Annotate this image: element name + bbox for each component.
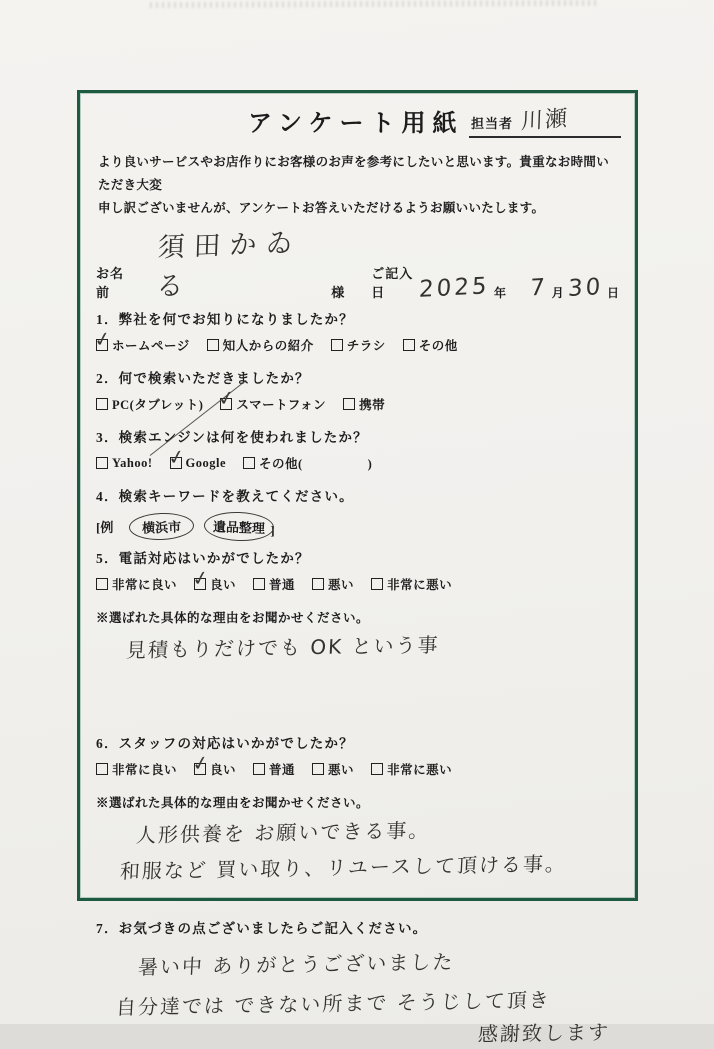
checkbox-checked [165, 444, 187, 471]
question-5-handwritten-answer: 見積もりだけでも OK という事 [125, 633, 441, 663]
example-open-bracket: [例 [96, 519, 114, 535]
checkbox-unchecked [96, 457, 108, 469]
option-label: スマートフォン [236, 398, 327, 413]
option-label: PC(タブレット) [112, 398, 204, 413]
option-very-good [96, 575, 177, 593]
intro-text [98, 151, 619, 220]
check-mark-icon: ✓ [190, 565, 212, 592]
question-6-label: 6．スタッフの対応はいかがでしたか？ [96, 736, 354, 752]
question-6-options [96, 750, 621, 778]
question-6-handwritten-answer-1: 人形供養を お願いできる事。 [135, 818, 431, 848]
question-4-label: 4．検索キーワードを教えてください。 [96, 489, 354, 505]
scan-bleed-artifact [150, 0, 600, 8]
option-other [403, 336, 458, 354]
checkbox-unchecked [343, 398, 355, 410]
checkbox-unchecked [371, 763, 383, 775]
respondent-name-handwritten: 須田かゐる [155, 227, 302, 304]
checkbox-unchecked [312, 763, 324, 775]
option-other-engine [243, 454, 372, 472]
option-very-bad [371, 575, 452, 593]
option-homepage [92, 326, 190, 354]
keyword-example-row [96, 509, 621, 543]
question-7-handwritten-answer-3: 感謝致します [477, 1020, 611, 1047]
checkbox-checked [190, 750, 212, 777]
question-7-handwritten-answer-2: 自分達では できない所まで そうじして頂き [115, 988, 552, 1020]
option-flyer [331, 336, 386, 354]
option-label: 悪い [328, 578, 355, 593]
checkbox-unchecked [331, 339, 343, 351]
checkbox-unchecked [312, 578, 324, 590]
option-label: 悪い [328, 763, 355, 778]
option-label: 非常に悪い [387, 578, 453, 593]
check-mark-icon: ✓ [165, 444, 187, 471]
option-bad [312, 760, 354, 778]
question-7-handwritten-answer-1: 暑い中 ありがとうございました [137, 950, 455, 980]
hand-circle-keyword-2 [204, 511, 275, 542]
intro-line-1: より良いサービスやお店作りにお客様のお声を参考にしたいと思います。貴重なお時間いただき大変 [98, 155, 610, 193]
checkbox-unchecked [403, 339, 415, 351]
year-unit-label: 年 [494, 286, 507, 301]
intro-line-2: 申し訳ございませんが、アンケートお答えいただけるようお願いいたします。 [98, 201, 545, 216]
option-yahoo [96, 456, 153, 471]
option-label: 携帯 [359, 398, 386, 413]
question-1-options [92, 326, 621, 354]
date-label: ご記入日 [371, 266, 414, 301]
staff-name-handwritten: 川瀬 [520, 106, 570, 135]
option-smartphone [216, 385, 327, 413]
keyword-1: 横浜市 [142, 519, 182, 536]
respondent-row [96, 223, 621, 304]
option-label: 非常に良い [112, 578, 178, 593]
staff-field [469, 103, 621, 138]
option-label: 知人からの紹介 [222, 339, 314, 354]
question-7-label: 7．お気づきの点ございましたらご記入ください。 [96, 921, 428, 937]
option-label: 非常に悪い [387, 763, 453, 778]
checkbox-unchecked [96, 578, 108, 590]
date-month-handwritten: 7 [529, 274, 549, 302]
checkbox-checked [190, 565, 212, 592]
checkbox-unchecked [253, 763, 265, 775]
check-mark-icon: ✓ [92, 326, 114, 353]
date-year-handwritten: 2025 [418, 273, 491, 304]
question-6-reason-prompt: ※選ばれた具体的な理由をお聞かせください。 [96, 796, 370, 811]
option-label: チラシ [346, 339, 386, 354]
checkbox-unchecked [96, 398, 108, 410]
checkbox-unchecked [96, 763, 108, 775]
question-6-handwritten-answer-2: 和服など 買い取り、リユースして頂ける事。 [119, 851, 568, 884]
option-label: ホームページ [112, 339, 190, 354]
keyword-2: 遺品整理 [213, 518, 266, 536]
option-label: 普通 [269, 763, 296, 778]
question-3-label: 3．検索エンジンは何を使われましたか？ [96, 430, 368, 446]
question-5-label: 5．電話対応はいかがでしたか？ [96, 551, 310, 567]
question-2-label: 2．何で検索いただきましたか？ [96, 371, 310, 387]
checkbox-checked [216, 385, 238, 412]
option-normal [253, 575, 295, 593]
option-pc-tablet [96, 395, 203, 413]
option-very-good [96, 760, 177, 778]
month-unit-label: 月 [551, 286, 564, 301]
checkbox-unchecked [207, 339, 219, 351]
honorific-label: 様 [331, 285, 346, 301]
name-label: お名前 [96, 266, 125, 301]
checkbox-unchecked [243, 457, 255, 469]
option-google [165, 444, 227, 471]
survey-form-border [77, 90, 638, 1047]
option-good [190, 565, 237, 593]
option-bad [312, 575, 354, 593]
option-label: 普通 [269, 578, 296, 593]
option-label: その他 [418, 339, 458, 354]
option-good [190, 750, 237, 778]
check-mark-icon: ✓ [190, 750, 212, 777]
example-close-bracket: ] [270, 523, 275, 539]
hand-circle-keyword-1 [129, 512, 195, 541]
question-5-options [96, 565, 621, 593]
form-title: アンケート用紙 [248, 111, 464, 137]
title-row [96, 103, 621, 138]
option-very-bad [371, 760, 452, 778]
date-day-handwritten: 30 [567, 274, 604, 303]
checkbox-checked [92, 326, 114, 353]
staff-label: 担当者 [471, 116, 514, 131]
question-3-options [96, 444, 621, 472]
option-label: Yahoo! [112, 455, 153, 470]
option-referral [207, 336, 314, 354]
option-mobile [343, 395, 385, 413]
question-5-reason-prompt: ※選ばれた具体的な理由をお聞かせください。 [96, 611, 370, 626]
option-label: Google [185, 455, 227, 470]
option-label: 非常に良い [112, 763, 178, 778]
option-label: 良い [210, 578, 237, 593]
checkbox-unchecked [253, 578, 265, 590]
day-unit-label: 日 [606, 286, 619, 301]
question-2-options [96, 385, 621, 413]
question-1-label: 1．弊社を何でお知りになりましたか？ [96, 312, 354, 328]
option-label: その他( ) [259, 457, 373, 472]
option-normal [253, 760, 295, 778]
check-mark-icon: ✓ [216, 385, 238, 412]
option-label: 良い [210, 763, 237, 778]
checkbox-unchecked [371, 578, 383, 590]
